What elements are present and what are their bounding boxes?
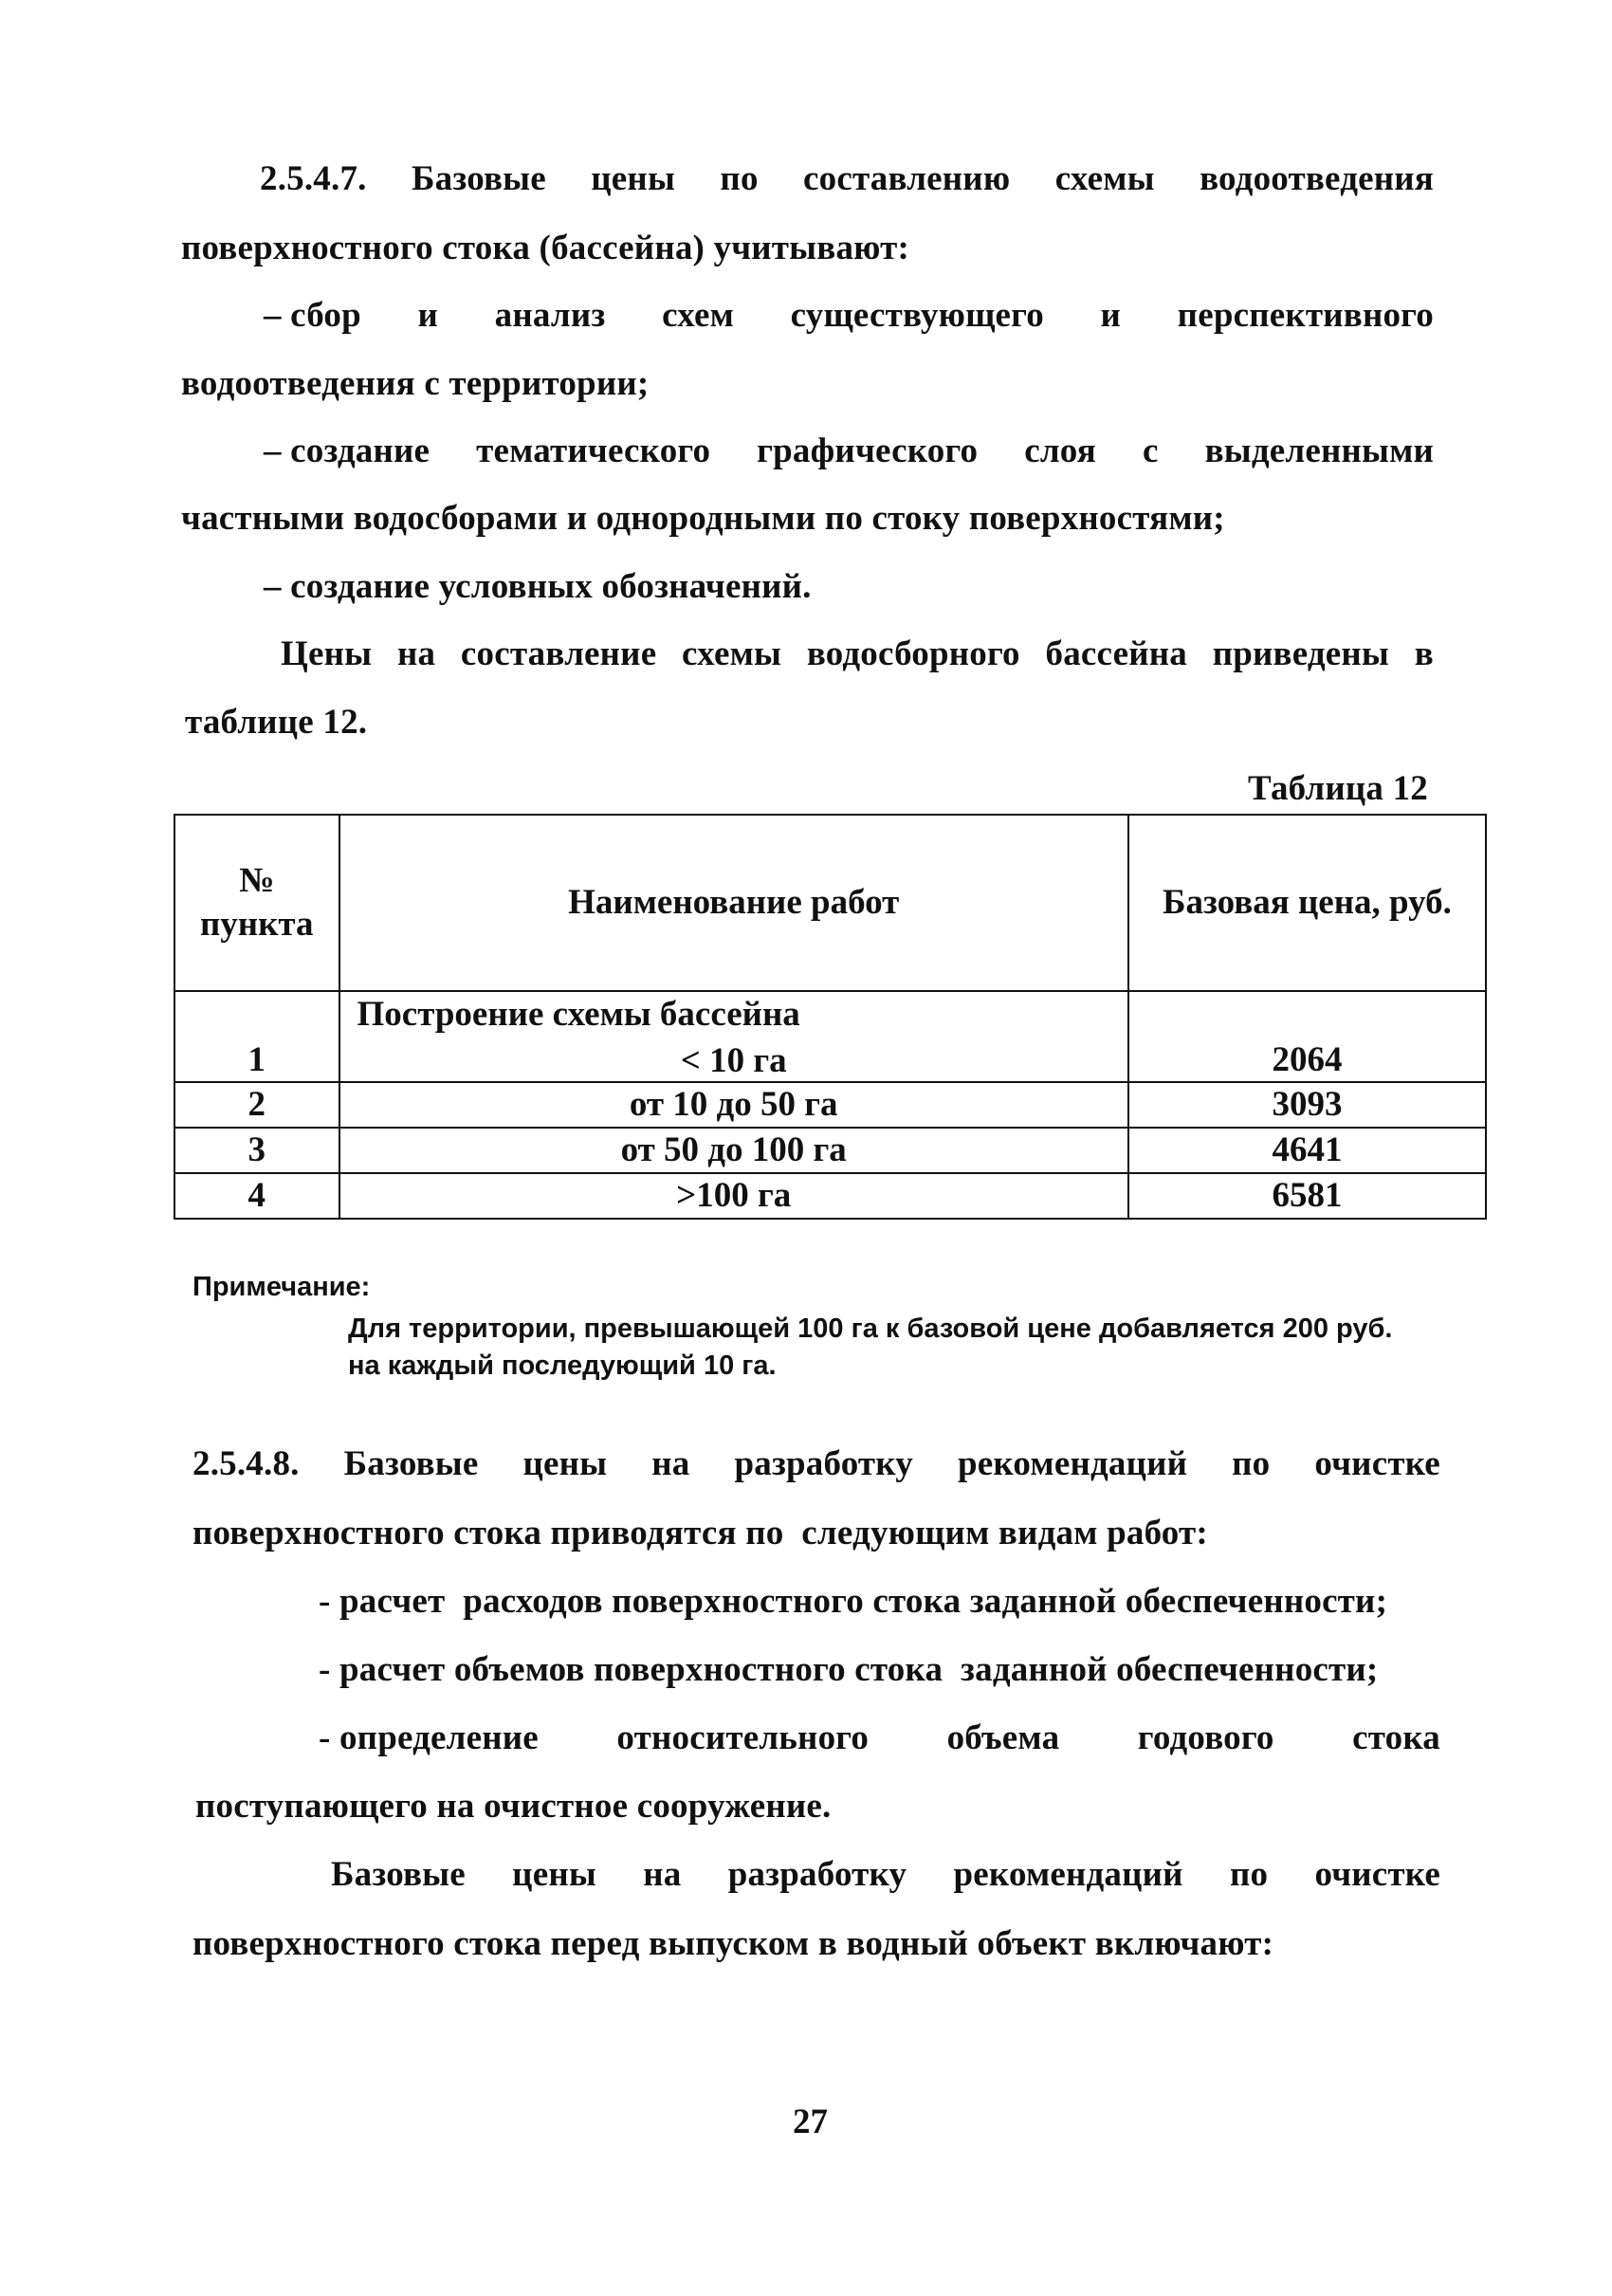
row-num: 4 <box>174 1173 339 1219</box>
word: относительного <box>616 1718 870 1757</box>
paragraph-3-line-1 <box>192 1443 1440 1485</box>
bullet-1-line-2: водоотведения с территории; <box>181 364 650 403</box>
row-num: 2 <box>174 1082 339 1128</box>
word: на <box>396 634 436 673</box>
price-table <box>174 814 1487 1220</box>
word: Базовые <box>412 159 546 198</box>
word: годового <box>1137 1718 1274 1757</box>
word: очистке <box>1314 1444 1440 1483</box>
word: Цены <box>281 634 373 673</box>
word: Базовые <box>331 1855 466 1894</box>
row-num: 3 <box>174 1128 339 1173</box>
note-line-2: на каждый последующий 10 га. <box>348 1350 777 1381</box>
paragraph-2-line-2: таблице 12. <box>185 703 368 742</box>
paragraph-4-line-1 <box>331 1854 1440 1896</box>
paragraph-1-line-1 <box>260 158 1434 200</box>
paragraph-3-line-2: поверхностного стока приводятся по следующим видам работ: <box>192 1514 1208 1552</box>
row-name: >100 га <box>339 1173 1128 1219</box>
row-price: 2064 <box>1128 991 1486 1082</box>
word: цены <box>591 159 676 198</box>
header-cell-name: Наименование работ <box>339 815 1128 991</box>
word: разработку <box>734 1444 913 1483</box>
word: рекомендаций <box>953 1855 1183 1894</box>
word: схем <box>662 296 735 335</box>
word: 2.5.4.8. <box>192 1444 300 1483</box>
paragraph-1-line-2: поверхностного стока (бассейна) учитывают: <box>181 229 910 267</box>
word: в <box>1414 634 1434 673</box>
row-name: от 10 до 50 га <box>339 1082 1128 1128</box>
word: на <box>643 1855 682 1894</box>
word: составление <box>460 634 657 673</box>
bullet-2-line-1 <box>264 431 1434 472</box>
word: перспективного <box>1177 296 1434 335</box>
word: Базовые <box>343 1444 479 1483</box>
group-title: Построение схемы бассейна <box>357 995 800 1034</box>
word: слоя <box>1024 432 1096 470</box>
word: по <box>720 159 759 198</box>
table-row <box>174 1082 1486 1128</box>
word: приведены <box>1212 634 1389 673</box>
paragraph-2-line-1 <box>281 634 1434 675</box>
word: графического <box>757 432 979 470</box>
word: цены <box>512 1855 596 1894</box>
word: составлению <box>803 159 1011 198</box>
word: – создание <box>264 432 430 470</box>
word: – сбор <box>264 296 361 335</box>
word: схемы <box>1054 159 1155 198</box>
note-line-1: Для территории, превышающей 100 га к базовой цене добавляется 200 руб. <box>348 1313 1393 1344</box>
header-num-symbol: № <box>239 861 275 900</box>
word: с <box>1142 432 1159 470</box>
word: водоотведения <box>1200 159 1434 198</box>
bullet-2-line-2: частными водосборами и однородными по стоку поверхностями; <box>181 499 1225 538</box>
bullet-1-line-1 <box>264 295 1434 337</box>
page-number: 27 <box>793 2103 828 2141</box>
bullet-3: – создание условных обозначений. <box>264 567 812 606</box>
bullet-6-line-1 <box>319 1717 1440 1759</box>
word: объема <box>946 1718 1060 1757</box>
word: бассейна <box>1045 634 1187 673</box>
row-price: 4641 <box>1128 1128 1486 1173</box>
table-row <box>174 1128 1486 1173</box>
header-cell-price: Базовая цена, руб. <box>1128 815 1486 991</box>
row-price: 6581 <box>1128 1173 1486 1219</box>
row-price: 3093 <box>1128 1082 1486 1128</box>
row-name: от 50 до 100 га <box>339 1128 1128 1173</box>
table-caption: Таблица 12 <box>1248 769 1428 808</box>
word: 2.5.4.7. <box>260 159 367 198</box>
paragraph-4-line-2: поверхностного стока перед выпуском в водный объект включают: <box>192 1924 1274 1963</box>
table-row <box>174 1173 1486 1219</box>
bullet-4: - расчет расходов поверхностного стока заданной обеспеченности; <box>319 1582 1388 1621</box>
word: цены <box>522 1444 608 1483</box>
word: тематического <box>476 432 711 470</box>
word: по <box>1229 1855 1269 1894</box>
bullet-6-line-2: поступающего на очистное сооружение. <box>195 1787 832 1826</box>
note-title: Примечание: <box>192 1272 371 1302</box>
word: по <box>1232 1444 1271 1483</box>
word: - определение <box>319 1718 539 1757</box>
word: анализ <box>494 296 606 335</box>
word: выделенными <box>1204 432 1434 470</box>
bullet-5: - расчет объемов поверхностного стока заданной обеспеченности; <box>319 1650 1379 1689</box>
table-header-row <box>174 815 1486 991</box>
word: рекомендаций <box>958 1444 1188 1483</box>
word: разработку <box>727 1855 907 1894</box>
word: водосборного <box>806 634 1020 673</box>
row-name <box>339 991 1128 1082</box>
header-cell-num <box>174 815 339 991</box>
header-num-label: пункта <box>199 905 314 944</box>
table-row <box>174 991 1486 1082</box>
word: и <box>417 296 439 335</box>
row-name-value: < 10 га <box>680 1041 787 1080</box>
word: очистке <box>1314 1855 1440 1894</box>
word: стока <box>1352 1718 1440 1757</box>
word: существующего <box>790 296 1044 335</box>
word: на <box>651 1444 690 1483</box>
row-num: 1 <box>174 991 339 1082</box>
word: схемы <box>682 634 782 673</box>
word: и <box>1100 296 1122 335</box>
